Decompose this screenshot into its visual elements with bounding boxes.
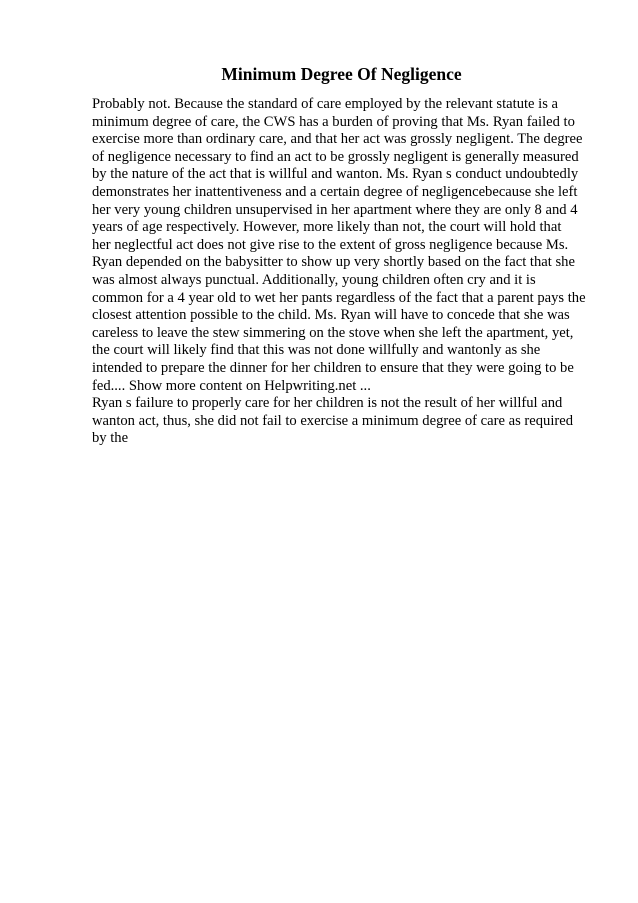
body-line: wanton act, thus, she did not fail to exercise a minimum degree of care as required [92, 412, 574, 429]
body-line: by the nature of the act that is willful and wanton. Ms. Ryan s conduct undoubtedly [92, 166, 579, 183]
body-line: Ryan depended on the babysitter to show up very shortly based on the fact that she [92, 254, 575, 271]
body-line: closest attention possible to the child. Ms. Ryan will have to concede that she was [92, 307, 570, 324]
body-line: the court will likely find that this was not done willfully and wantonly as she [92, 342, 541, 359]
body-line: intended to prepare the dinner for her children to ensure that they were going to be [92, 359, 574, 376]
body-line: years of age respectively. However, more likely than not, the court will hold that [92, 219, 562, 236]
body-line: her neglectful act does not give rise to the extent of gross negligence because Ms. [92, 236, 569, 253]
body-line: exercise more than ordinary care, and that her act was grossly negligent. The degree [92, 131, 583, 148]
body-line: common for a 4 year old to wet her pants regardless of the fact that a parent pays the [92, 289, 586, 306]
body-line: her very young children unsupervised in her apartment where they are only 8 and 4 [92, 201, 578, 218]
body-line: minimum degree of care, the CWS has a burden of proving that Ms. Ryan failed to [92, 113, 575, 130]
document-title: Minimum Degree Of Negligence [221, 64, 462, 84]
body-line: demonstrates her inattentiveness and a certain degree of negligencebecause she left [92, 183, 578, 200]
body-line: careless to leave the stew simmering on the stove when she left the apartment, yet, [92, 324, 574, 341]
body-line: Probably not. Because the standard of care employed by the relevant statute is a [92, 96, 559, 112]
body-line: by the [92, 430, 129, 447]
body-line: fed.... Show more content on Helpwriting.net ... [92, 377, 371, 394]
body-line: of negligence necessary to find an act to be grossly negligent is generally measured [92, 148, 579, 165]
body-line: Ryan s failure to properly care for her children is not the result of her willful and [92, 395, 563, 412]
document-body [92, 96, 592, 448]
body-line: was almost always punctual. Additionally, young children often cry and it is [92, 271, 536, 288]
